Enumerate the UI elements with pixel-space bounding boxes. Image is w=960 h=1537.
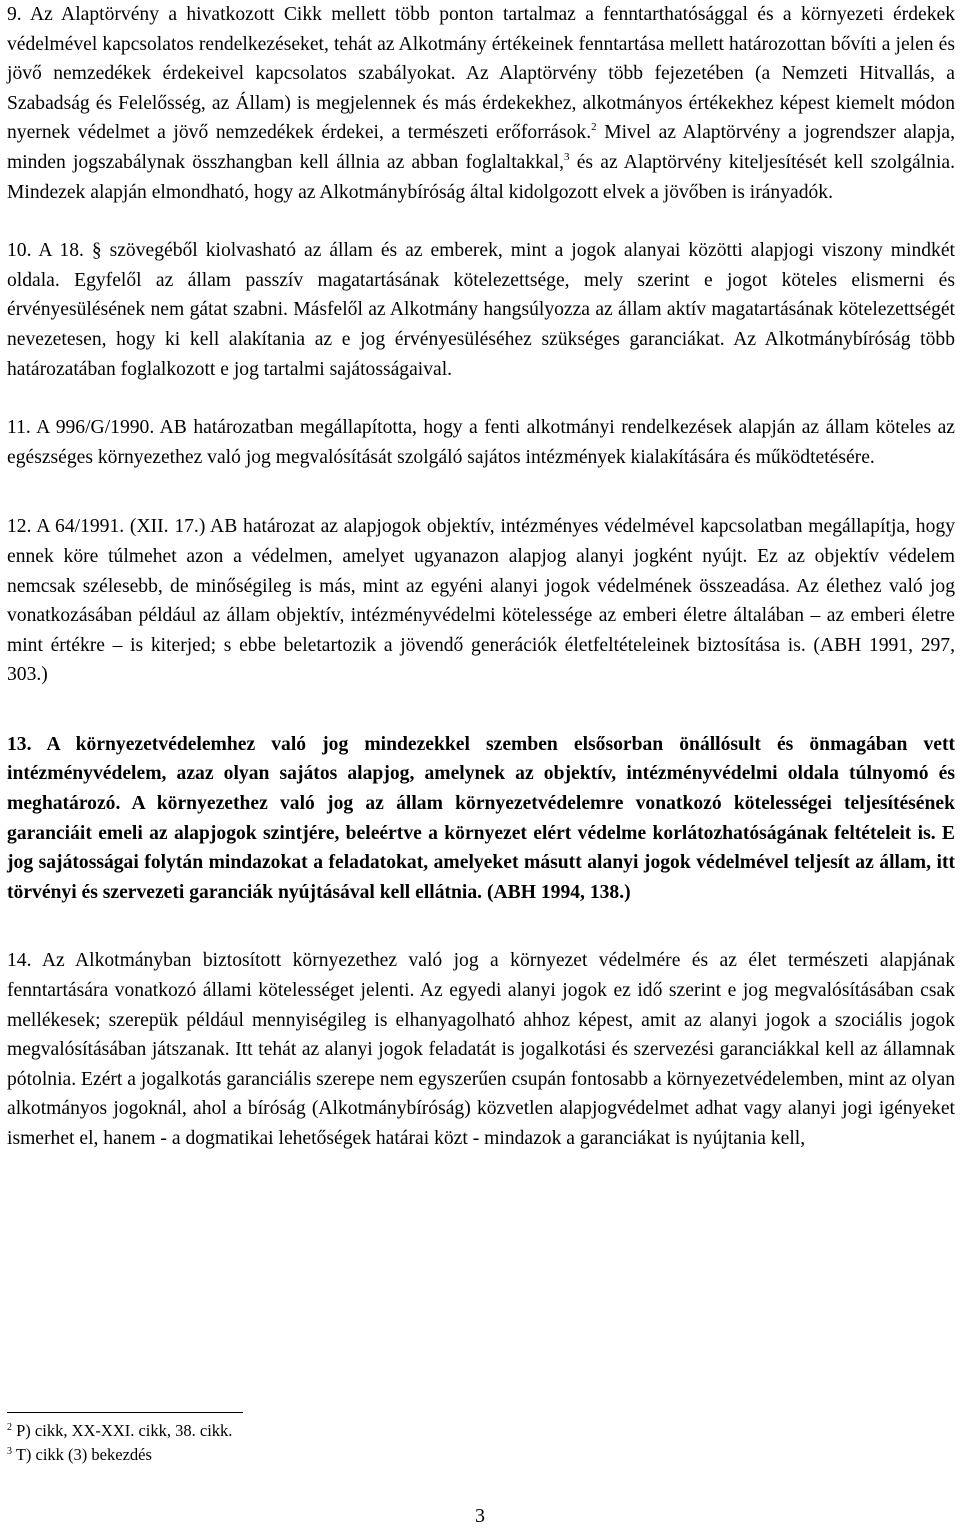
paragraph-9-text-b: Mivel az Alaptörvény a jogrendszer alapja, minden jogszabálynak összhangban kell állnia az abban foglaltakkal, xyxy=(7,122,955,173)
paragraph-14: 14. Az Alkotmányban biztosított környezethez való jog a környezet védelmére és az élet természeti alapjának fenntartására vonatkozó állami kötelességet jelenti. Az egyedi alanyi jogok ez idő szerint e jog megvalósításában csak mellékesek; szerepük például mennyiségileg is elhanyagolható ahhoz képest, amit az alanyi jogok a szociális jogok megvalósításában játszanak. Itt tehát az alanyi jogok feladatát is jogalkotási és szervezési garanciákkal kell az államnak pótolnia. Ezért a jogalkotás garanciális szerepe nem egyszerűen csupán fontosabb a környezetvédelemben, mint az olyan alkotmányos jogoknál, ahol a bíróság (Alkotmánybíróság) közvetlen alapjogvédelmet adhat vagy alanyi jogi igényeket ismerhet el, hanem - a dogmatikai lehetőségek határai közt - mindazok a garanciákat is nyújtania kell, xyxy=(7,950,955,1149)
paragraph-9-text-a: 9. Az Alaptörvény a hivatkozott Cikk mellett több ponton tartalmaz a fenntarthatósággal és a környezeti érdekek védelmével kapcsolatos rendelkezéseket, tehát az Alkotmány értékeinek fenntartása mellett határozottan bővíti a jelen és jövő nemzedékek érdekeivel kapcsolatos szabályokat. Az Alaptörvény több fejezetében (a Nemzeti Hitvallás, a Szabadság és Felelősség, az Állam) is megjelennek és más érdekekhez, alkotmányos értékekhez képest kiemelt módon nyernek védelmet a jövő nemzedékek érdekei, a természeti erőforrások. xyxy=(7,4,955,144)
paragraph-9-text-c: és az Alaptörvény kiteljesítését kell szolgálnia. Mindezek alapján elmondható, hogy az Alkotmánybíróság által kidolgozott elvek a jövőben is irányadók. xyxy=(7,151,955,203)
footnote-2 xyxy=(7,1419,607,1443)
footnote-number: 2 xyxy=(7,1422,12,1433)
footnote-text: P) cikk, XX-XXI. cikk, 38. cikk. xyxy=(12,1421,233,1440)
footnote-text: T) cikk (3) bekezdés xyxy=(12,1445,152,1464)
footnote-ref-3[interactable]: 3 xyxy=(564,150,570,163)
paragraph-13: 13. A környezetvédelemhez való jog mindezekkel szemben elsősorban önállósult és önmagában vett intézményvédelem, azaz olyan sajátos alapjog, amelynek az objektív, intézményvédelmi oldala túlnyomó és meghatározó. A környezethez való jog az állam környezetvédelemre vonatkozó kötelességei teljesítésének garanciáit emeli az alapjogok szintjére, beleértve a környezet elért védelme korlátozhatóságának feltételeit is. E jog sajátosságai folytán mindazokat a feladatokat, amelyeket másutt alanyi jogok védelmével teljesít az állam, itt törvényi és szervezeti garanciák nyújtásával kell ellátnia. (ABH 1994, 138.) xyxy=(7,733,955,903)
footnote-number: 3 xyxy=(7,1446,12,1457)
footnotes xyxy=(7,1419,607,1467)
page-number: 3 xyxy=(475,1505,485,1527)
footnote-ref-2[interactable]: 2 xyxy=(591,121,597,134)
document-page xyxy=(7,0,955,1154)
paragraph-9 xyxy=(7,0,955,207)
footnote-3 xyxy=(7,1443,607,1467)
paragraph-12: 12. A 64/1991. (XII. 17.) AB határozat az alapjogok objektív, intézményes védelmével kapcsolatban megállapítja, hogy ennek köre túlmehet azon a védelmen, amelyet ugyanazon alapjog alanyi jogként nyújt. Ez az objektív védelem nemcsak szélesebb, de minőségileg is más, mint az egyéni alanyi jogok védelmének összeadása. Az élethez való jog vonatkozásában például az állam objektív, intézményvédelmi kötelessége az emberi életre általában – az emberi életre mint értékre – is kiterjed; s ebbe beletartozik a jövendő generációk életfeltételeinek biztosítása is. (ABH 1991, 297, 303.) xyxy=(7,516,955,686)
paragraph-10: 10. A 18. § szövegéből kiolvasható az állam és az emberek, mint a jogok alanyai közötti alapjogi viszony mindkét oldala. Egyfelől az állam passzív magatartásának kötelezettsége, mely szerint e jogot köteles elismerni és érvényesülésének nem gátat szabni. Másfelől az Alkotmány hangsúlyozza az állam aktív magatartásának kötelezettségét nevezetesen, hogy ki kell alakítania az e jog érvényesüléséhez szükséges garanciákat. Az Alkotmánybíróság több határozatában foglalkozott e jog tartalmi sajátosságaival. xyxy=(7,240,955,380)
footnote-separator xyxy=(7,1412,243,1413)
paragraph-11: 11. A 996/G/1990. AB határozatban megállapította, hogy a fenti alkotmányi rendelkezések alapján az állam köteles az egészséges környezethez való jog megvalósítását szolgáló sajátos intézmények kialakítására és működtetésére. xyxy=(7,417,955,468)
